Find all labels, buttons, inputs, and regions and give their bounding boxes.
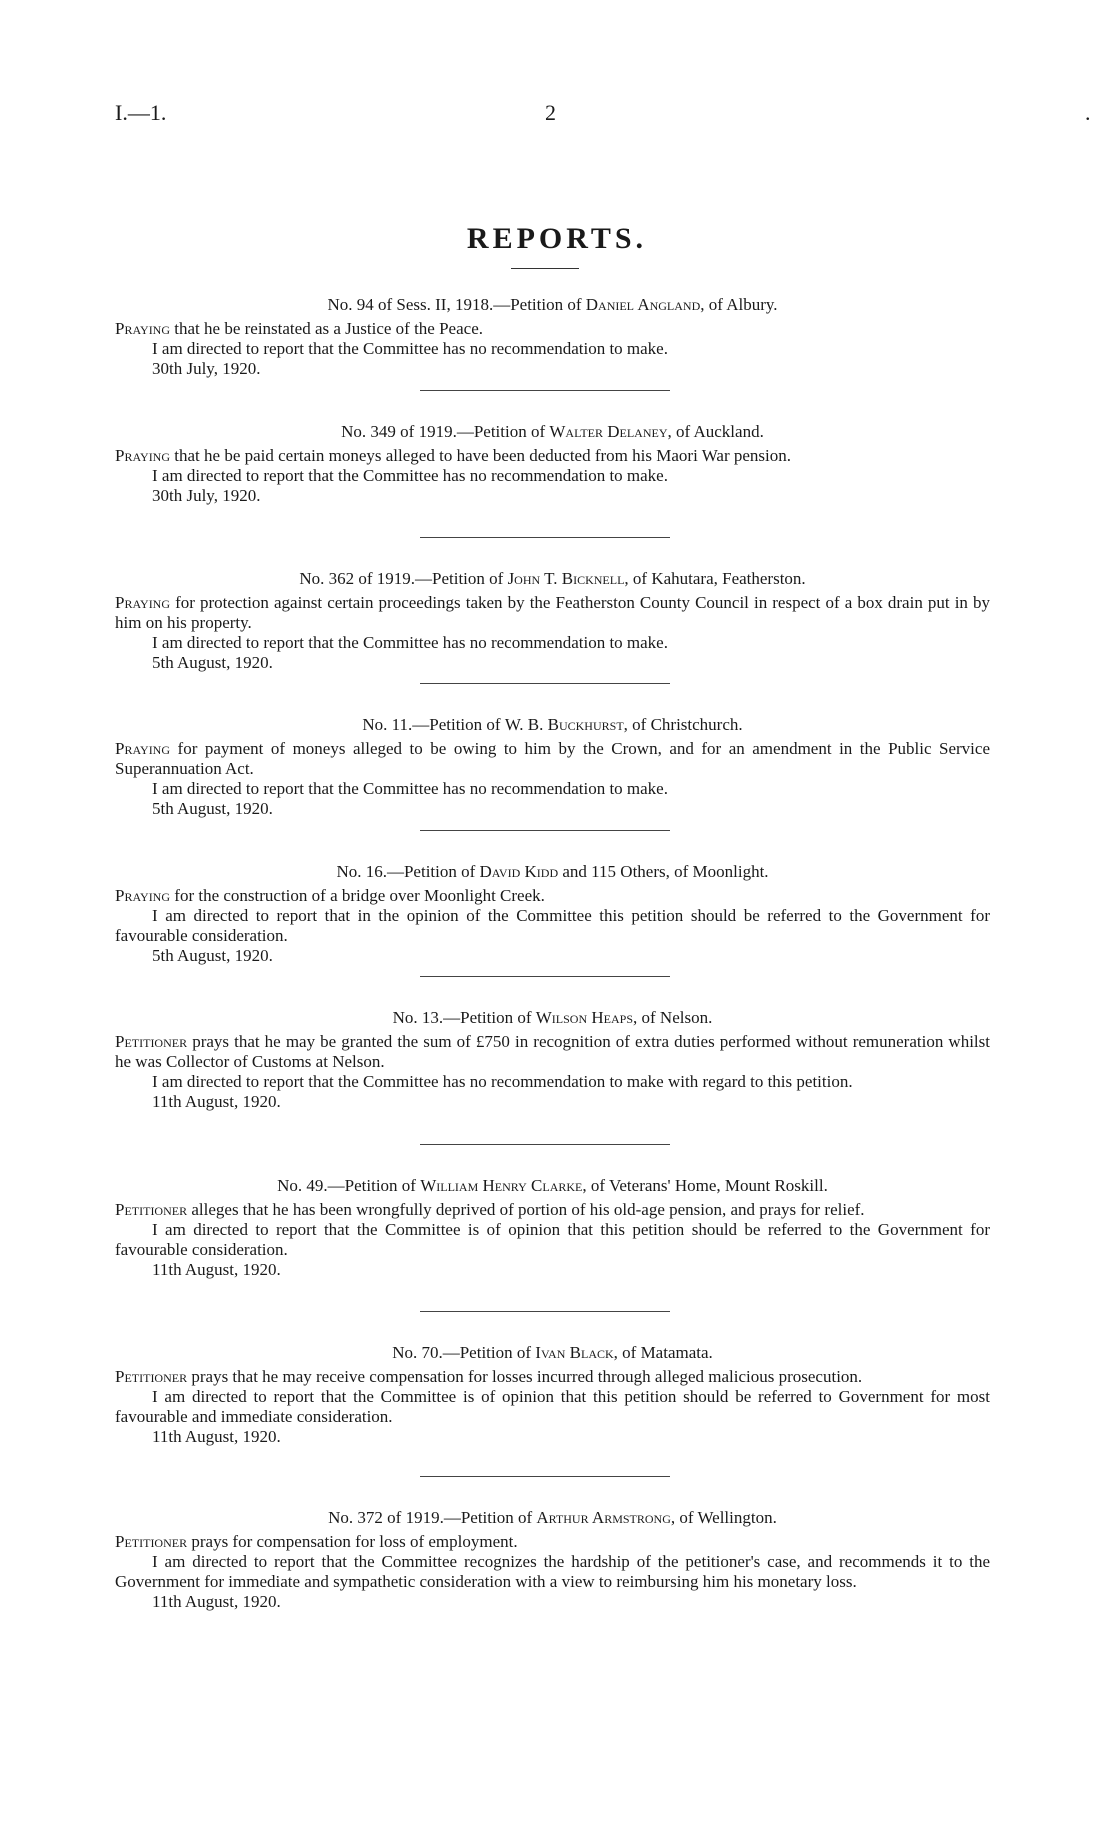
report-date: 30th July, 1920. [152, 359, 261, 378]
section-divider [420, 830, 670, 831]
prayer-paragraph: Praying for protection against certain proceedings taken by the Featherston County Council in respect of a box drain put in by him on his property. [115, 593, 990, 632]
petitioner-name: Wilson Heaps [535, 1008, 633, 1027]
entry-heading: No. 11.—Petition of W. B. Buckhurst, of Christchurch. [362, 715, 743, 734]
report-paragraph: I am directed to report that the Committee is of opinion that this petition should be referred to the Government for favourable consideration. [115, 1220, 990, 1259]
report-date: 5th August, 1920. [152, 946, 273, 965]
report-date: 11th August, 1920. [152, 1092, 281, 1111]
petition-entry [115, 1508, 990, 1612]
report-paragraph: I am directed to report that in the opinion of the Committee this petition should be referred to the Government for favourable consideration. [115, 906, 990, 945]
prayer-paragraph: Petitioner prays for compensation for loss of employment. [115, 1532, 518, 1551]
section-divider [420, 390, 670, 391]
report-date: 11th August, 1920. [152, 1592, 281, 1611]
entry-heading: No. 94 of Sess. II, 1918.—Petition of Daniel Angland, of Albury. [327, 295, 778, 314]
prayer-paragraph: Petitioner prays that he may receive compensation for losses incurred through alleged malicious prosecution. [115, 1367, 863, 1386]
section-divider [420, 1476, 670, 1477]
petitioner-name: David Kidd [479, 862, 559, 881]
petition-entry [115, 1008, 990, 1112]
report-paragraph: I am directed to report that the Committee is of opinion that this petition should be referred to Government for most favourable and immediate consideration. [115, 1387, 990, 1426]
section-divider [420, 976, 670, 977]
petition-entry [115, 1343, 990, 1447]
petition-entry [115, 422, 990, 506]
petitioner-name: Arthur Armstrong [536, 1508, 671, 1527]
petitioner-name: William Henry Clarke [420, 1176, 583, 1195]
petitioner-name: Ivan Black [535, 1343, 614, 1362]
prayer-paragraph: Praying that he be paid certain moneys alleged to have been deducted from his Maori War pension. [115, 446, 792, 465]
section-divider [420, 1144, 670, 1145]
entry-heading: No. 372 of 1919.—Petition of Arthur Armstrong, of Wellington. [328, 1508, 777, 1527]
entry-heading: No. 16.—Petition of David Kidd and 115 Others, of Moonlight. [336, 862, 769, 881]
section-divider [420, 537, 670, 538]
report-paragraph: I am directed to report that the Committee has no recommendation to make. [152, 633, 668, 652]
report-date: 11th August, 1920. [152, 1427, 281, 1446]
petition-entry [115, 295, 990, 379]
petition-entry [115, 862, 990, 966]
page-mark: . [1085, 100, 1091, 125]
prayer-paragraph: Praying for the construction of a bridge over Moonlight Creek. [115, 886, 545, 905]
page-number: 2 [545, 100, 556, 125]
prayer-paragraph: Praying for payment of moneys alleged to be owing to him by the Crown, and for an amendment in the Public Service Superannuation Act. [115, 739, 990, 778]
petitioner-name: John T. Bicknell [507, 569, 625, 588]
entry-heading: No. 49.—Petition of William Henry Clarke, of Veterans' Home, Mount Roskill. [277, 1176, 828, 1195]
report-date: 5th August, 1920. [152, 653, 273, 672]
entry-heading: No. 349 of 1919.—Petition of Walter Delaney, of Auckland. [341, 422, 764, 441]
petition-entry [115, 569, 990, 673]
report-paragraph: I am directed to report that the Committee has no recommendation to make. [152, 466, 668, 485]
petition-entry [115, 715, 990, 819]
report-date: 30th July, 1920. [152, 486, 261, 505]
entry-heading: No. 13.—Petition of Wilson Heaps, of Nelson. [392, 1008, 713, 1027]
page-title: REPORTS. [466, 222, 648, 255]
report-paragraph: I am directed to report that the Committee has no recommendation to make with regard to this petition. [152, 1072, 853, 1091]
petitioner-name: Daniel Angland [585, 295, 701, 314]
section-divider [420, 1311, 670, 1312]
entry-heading: No. 70.—Petition of Ivan Black, of Matamata. [392, 1343, 713, 1362]
prayer-paragraph: Praying that he be reinstated as a Justice of the Peace. [115, 319, 483, 338]
report-date: 5th August, 1920. [152, 799, 273, 818]
report-paragraph: I am directed to report that the Committee has no recommendation to make. [152, 339, 668, 358]
page-series: I.—1. [115, 100, 167, 125]
report-date: 11th August, 1920. [152, 1260, 281, 1279]
prayer-paragraph: Petitioner alleges that he has been wrongfully deprived of portion of his old-age pension, and prays for relief. [115, 1200, 865, 1219]
entry-heading: No. 362 of 1919.—Petition of John T. Bicknell, of Kahutara, Featherston. [299, 569, 806, 588]
report-paragraph: I am directed to report that the Committee recognizes the hardship of the petitioner's case, and recommends it to the Government for immediate and sympathetic consideration with a view to reimbursing him his monetary loss. [115, 1552, 990, 1591]
title-rule [511, 268, 579, 269]
petition-entry [115, 1176, 990, 1280]
petitioner-name: Walter Delaney [549, 422, 668, 441]
report-paragraph: I am directed to report that the Committee has no recommendation to make. [152, 779, 668, 798]
prayer-paragraph: Petitioner prays that he may be granted the sum of £750 in recognition of extra duties performed without remuneration whilst he was Collector of Customs at Nelson. [115, 1032, 990, 1071]
section-divider [420, 683, 670, 684]
petitioner-name: W. B. Buckhurst [504, 715, 624, 734]
